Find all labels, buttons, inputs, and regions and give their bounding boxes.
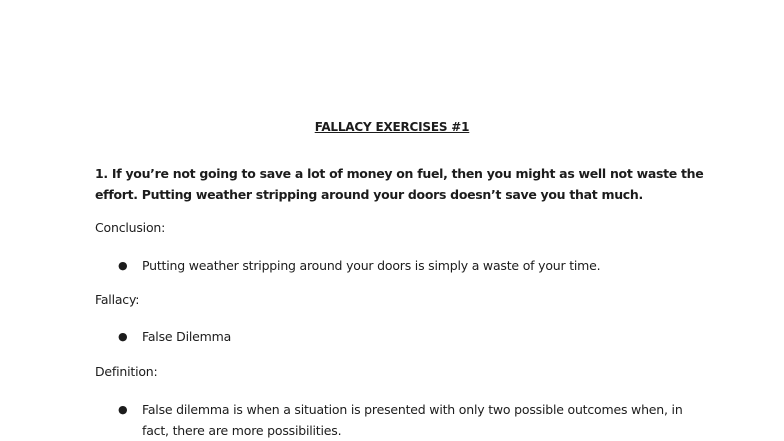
bullet-icon: ● [118, 259, 128, 272]
conclusion-bullet-item [118, 255, 708, 276]
definition-label: Definition: [95, 364, 158, 379]
definition-text: False dilemma is when a situation is presented with only two possible outcomes when, in fact, there are more possibilities. [142, 402, 683, 438]
conclusion-text: Putting weather stripping around your doors is simply a waste of your time. [142, 258, 601, 273]
fallacy-bullet-item [118, 326, 708, 347]
document-title: FALLACY EXERCISES #1 [314, 120, 470, 134]
fallacy-text: False Dilemma [142, 329, 232, 344]
bullet-icon: ● [118, 330, 128, 343]
bullet-icon: ● [118, 403, 128, 416]
definition-bullet-item [118, 399, 708, 441]
fallacy-label: Fallacy: [95, 292, 140, 307]
exercise-question: 1. If you’re not going to save a lot of money on fuel, then you might as well not waste the effort. Putting weather stripping around your doors doesn’t save you that much. [95, 166, 704, 202]
conclusion-label: Conclusion: [95, 220, 166, 235]
